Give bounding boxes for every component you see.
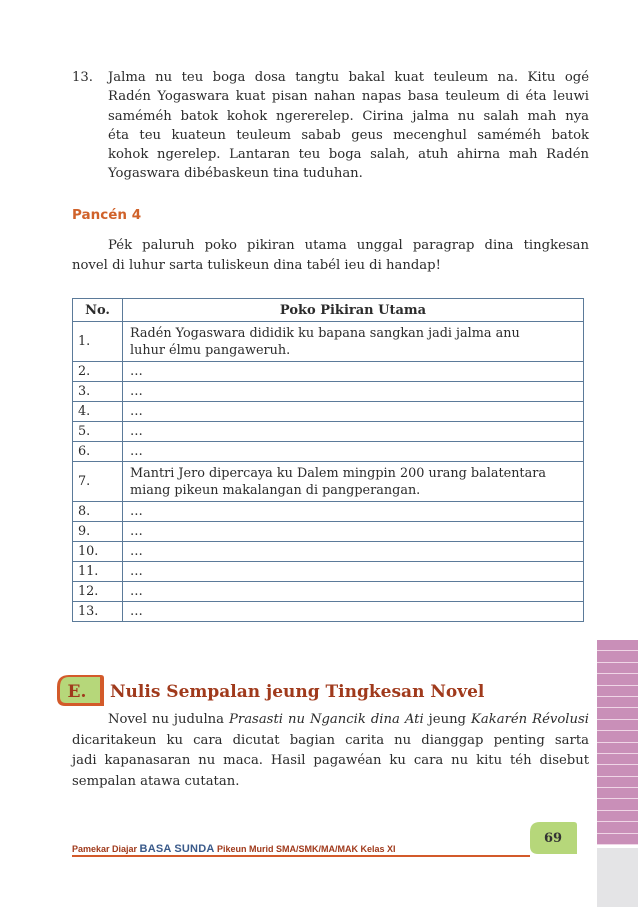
- task-instructions: [72, 236, 589, 276]
- section-line: dicaritakeun ku cara dicutat bagian carita nu dianggap penting sarta: [72, 732, 589, 748]
- row-number: 6.: [73, 442, 123, 462]
- body-text: Novel nu judulna: [108, 712, 230, 727]
- item-line: kohok ngerelep. Lantaran teu boga salah, atuh ahirna mah Radén: [108, 147, 589, 163]
- body-text: jeung: [423, 712, 471, 727]
- table-row: [73, 402, 584, 422]
- table-row: [73, 362, 584, 382]
- column-header-main-idea: Poko Pikiran Utama: [123, 299, 584, 322]
- row-text: …: [123, 382, 584, 402]
- table-row: [73, 382, 584, 402]
- list-item-13: [72, 68, 589, 184]
- table-row: [73, 502, 584, 522]
- section-badge-icon: [55, 673, 105, 709]
- row-number: 11.: [73, 562, 123, 582]
- row-text: …: [123, 422, 584, 442]
- table-row: [73, 522, 584, 542]
- footer-book-title: [72, 843, 396, 855]
- item-text: [108, 68, 589, 184]
- row-text: …: [123, 502, 584, 522]
- table-row: [73, 542, 584, 562]
- footer-prefix: Pamekar Diajar: [72, 844, 140, 854]
- table-row: [73, 442, 584, 462]
- item-line: Jalma nu teu boga dosa tangtu bakal kuat teuleum na. Kitu ogé: [108, 70, 589, 85]
- section-body: [72, 710, 589, 792]
- novel-title: Prasasti nu Ngancik dina Ati: [229, 712, 424, 727]
- table-row: [73, 422, 584, 442]
- task-line: Pék paluruh poko pikiran utama unggal paragrap dina tingkesan: [108, 238, 589, 253]
- page-number: 69: [543, 831, 563, 846]
- table-row: [73, 602, 584, 622]
- row-number: 10.: [73, 542, 123, 562]
- row-text: …: [123, 562, 584, 582]
- table-row: [73, 322, 584, 362]
- footer-suffix: Pikeun Murid SMA/SMK/MA/MAK Kelas XI: [214, 844, 396, 854]
- row-text: [123, 462, 584, 502]
- column-header-no: No.: [73, 299, 123, 322]
- row-number: 9.: [73, 522, 123, 542]
- row-number: 4.: [73, 402, 123, 422]
- table-header-row: [73, 299, 584, 322]
- row-number: 7.: [73, 462, 123, 502]
- row-text: …: [123, 522, 584, 542]
- section-letter: E.: [67, 682, 87, 702]
- row-number: 1.: [73, 322, 123, 362]
- row-number: 12.: [73, 582, 123, 602]
- row-number: 2.: [73, 362, 123, 382]
- novel-title: Kakarén Révolusi: [471, 712, 589, 727]
- item-number: 13.: [72, 70, 93, 85]
- item-line: éta teu kuateun teuleum sabab geus mecenghul saméméh batok: [108, 127, 589, 143]
- row-text: …: [123, 442, 584, 462]
- side-decoration-light: [597, 848, 638, 907]
- row-text-line: miang pikeun makalangan di pangperangan.: [130, 482, 421, 498]
- footer-divider: [72, 855, 530, 857]
- section-title: Nulis Sempalan jeung Tingkesan Novel: [110, 682, 485, 702]
- row-number: 3.: [73, 382, 123, 402]
- item-line: Radén Yogaswara kuat pisan nahan napas basa teuleum di éta leuwi: [108, 89, 589, 105]
- row-text: …: [123, 362, 584, 382]
- section-line: [72, 710, 589, 731]
- row-number: 5.: [73, 422, 123, 442]
- side-decoration-band: [597, 640, 638, 847]
- row-text-line: Mantri Jero dipercaya ku Dalem mingpin 200 urang balatentara: [130, 465, 546, 481]
- page-number-badge-icon: [528, 820, 578, 856]
- row-text: …: [123, 542, 584, 562]
- row-text: …: [123, 602, 584, 622]
- row-text-line: Radén Yogaswara dididik ku bapana sangkan jadi jalma anu: [130, 325, 520, 341]
- item-line: saméméh batok kohok ngererelep. Cirina jalma nu salah mah nya: [108, 108, 589, 124]
- table-row: [73, 462, 584, 502]
- row-text: …: [123, 582, 584, 602]
- main-ideas-table: [72, 298, 584, 622]
- item-line: Yogaswara dibébaskeun tina tuduhan.: [108, 166, 363, 182]
- task-line: novel di luhur sarta tuliskeun dina tabél ieu di handap!: [72, 258, 441, 273]
- row-text-line: luhur élmu pangaweruh.: [130, 342, 291, 358]
- row-number: 8.: [73, 502, 123, 522]
- footer-subject: BASA SUNDA: [139, 843, 215, 855]
- section-line: jadi kapanasaran nu maca. Hasil pagawéan ku cara nu kitu téh disebut: [72, 753, 589, 768]
- row-text: [123, 322, 584, 362]
- row-number: 13.: [73, 602, 123, 622]
- table-row: [73, 562, 584, 582]
- row-text: …: [123, 402, 584, 422]
- table-row: [73, 582, 584, 602]
- task-heading: Pancén 4: [72, 207, 142, 223]
- section-line: sempalan atawa cutatan.: [72, 773, 240, 789]
